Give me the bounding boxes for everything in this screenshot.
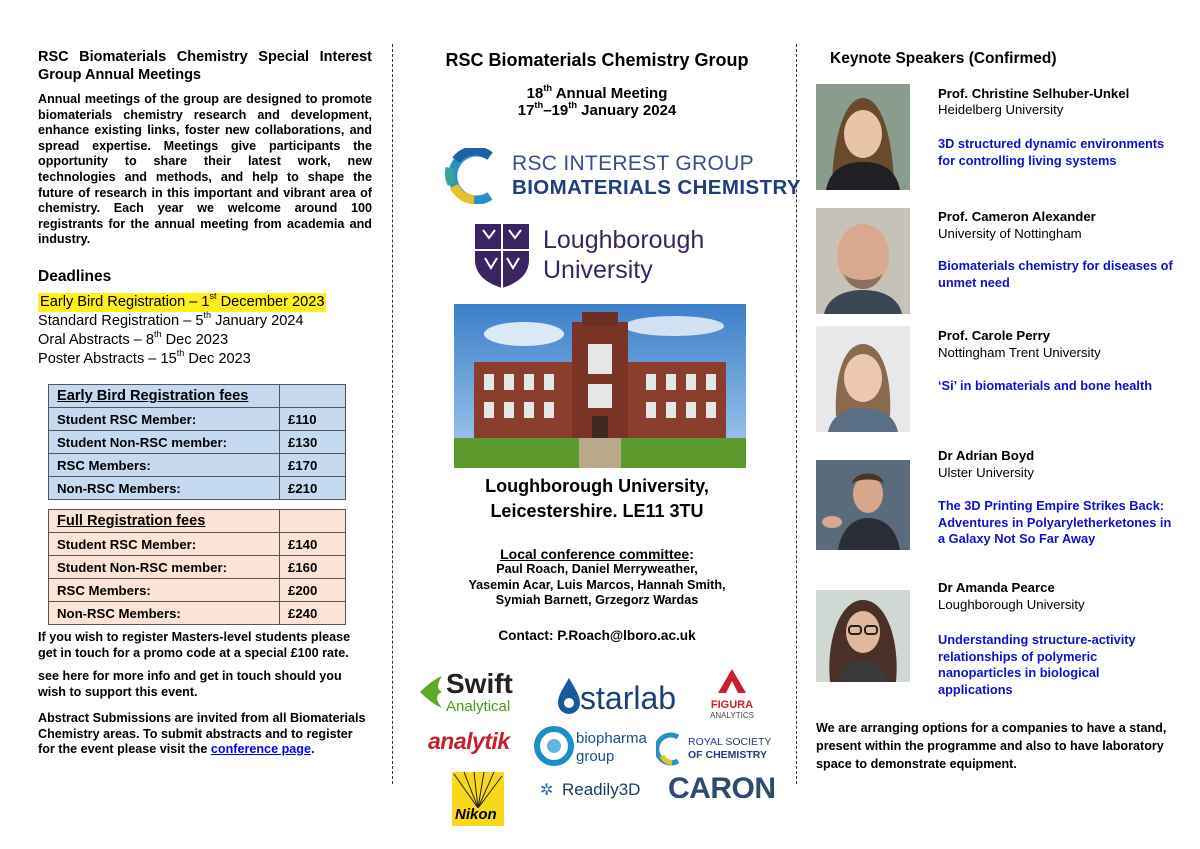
sponsorship-note: We are arranging options for a companies to have a stand, present within the programme and also to have laboratory space to demonstrate equipment. [816, 721, 1167, 771]
early-bird-fees-table [48, 384, 346, 500]
rsc-interest-group-logo: RSC INTEREST GROUP BIOMATERIALS CHEMISTRY [444, 148, 764, 204]
speaker-name: Dr Amanda Pearce [938, 580, 1055, 595]
table-row: Student RSC Member: £140 [49, 533, 346, 556]
analytik-logo: analytik [428, 728, 510, 754]
conference-page-link[interactable]: conference page [210, 742, 311, 757]
contact-email[interactable]: Contact: P.Roach@lboro.ac.uk [498, 628, 696, 643]
readily3d-logo: ✲ Readily3D [540, 780, 641, 799]
speaker-name: Prof. Carole Perry [938, 328, 1051, 343]
speaker-photo-boyd [816, 460, 910, 550]
column-divider-left [392, 44, 393, 784]
loughborough-logo: Loughborough University [473, 222, 733, 290]
readily3d-star-icon: ✲ [540, 782, 554, 799]
rsc-c-small-icon [656, 732, 682, 766]
masters-note: If you wish to register Masters-level students please get in touch for a promo code at a special £100 rate. [38, 630, 351, 660]
speaker-photo-selhuber-unkel [816, 84, 910, 190]
figura-mark-icon [717, 668, 747, 694]
left-column [38, 0, 372, 849]
speaker-photo-perry [816, 326, 910, 432]
support-note[interactable]: see here for more info and get in touch should you wish to support this event. [38, 669, 342, 699]
committee-heading: Local conference committee: [500, 546, 694, 562]
table-row: RSC Members: £170 [49, 454, 346, 477]
abstract-note: Abstract Submissions are invited from all Biomaterials Chemistry areas. To submit abstracts and to register for the event please visit the conference page. [38, 711, 366, 757]
deadline-standard: Standard Registration – 5th January 2024 [38, 309, 304, 329]
loughborough-crest-icon [473, 222, 531, 290]
intro-paragraph: Annual meetings of the group are designed to promote biomaterials chemistry research and development, enhance existing links, foster new collaborations, and spread expertise. Meetings give participants the opportunity to share their latest work, new technologies and methods, and help to shape the future of research in this important and vibrant area of chemistry. Each year we welcome around 100 registrants for the annual meeting from academia and industry. [38, 92, 372, 247]
speaker-affiliation: Loughborough University [938, 597, 1085, 612]
group-title: RSC Biomaterials Chemistry Group [445, 50, 749, 70]
speaker-affiliation: Heidelberg University [938, 102, 1064, 117]
meeting-info [406, 82, 788, 119]
early-fees-heading: Early Bird Registration fees [49, 385, 280, 408]
speaker-affiliation: University of Nottingham [938, 226, 1082, 241]
meeting-dates: 17th–19th January 2024 [517, 99, 677, 119]
speaker-photo-alexander [816, 208, 910, 314]
table-row: Non-RSC Members: £210 [49, 477, 346, 500]
nikon-rays-icon [452, 772, 504, 808]
middle-column [406, 0, 801, 849]
speaker-talk-title: The 3D Printing Empire Strikes Back: Adventures in Polyaryletherketones in a Galaxy Not So Far Away [938, 498, 1172, 546]
speaker-talk-title: 3D structured dynamic environments for controlling living systems [938, 136, 1165, 168]
annual-meeting-line: 18th Annual Meeting [526, 82, 668, 102]
starlab-drop-icon [556, 676, 582, 716]
figura-analytics-logo: FIGURA ANALYTICS [696, 668, 768, 720]
speaker-talk-title: ‘Si’ in biomaterials and bone health [938, 378, 1153, 393]
deadlines-list [38, 290, 372, 369]
speaker-name: Dr Adrian Boyd [938, 448, 1035, 463]
swift-bird-icon [418, 672, 444, 712]
table-row: Student Non-RSC member: £160 [49, 556, 346, 579]
caron-logo: CARON [668, 772, 776, 805]
speaker-name: Prof. Christine Selhuber-Unkel [938, 86, 1130, 101]
speaker-talk-title: Understanding structure-activity relationships of polymeric nanoparticles in biological applications [938, 632, 1136, 697]
committee-list: Paul Roach, Daniel Merryweather, Yasemin Acar, Luis Marcos, Hannah Smith, Symiah Barnett, Grzegorz Wardas [468, 562, 726, 608]
deadline-oral: Oral Abstracts – 8th Dec 2023 [38, 328, 229, 348]
nikon-logo: Nikon [452, 772, 504, 826]
venue-address: Loughborough University, Leicestershire. LE11 3TU [485, 476, 709, 521]
speaker-affiliation: Ulster University [938, 465, 1034, 480]
table-row: RSC Members: £200 [49, 579, 346, 602]
sig-title: RSC Biomaterials Chemistry Special Interest Group Annual Meetings [38, 49, 372, 83]
keynote-heading: Keynote Speakers (Confirmed) [830, 50, 1057, 67]
speaker-talk-title: Biomaterials chemistry for diseases of unmet need [938, 258, 1173, 290]
deadlines-heading: Deadlines [38, 268, 112, 285]
column-divider-right [796, 44, 797, 784]
deadline-early-bird: Early Bird Registration – 1st December 2023 [40, 290, 325, 310]
royal-society-of-chemistry-logo: ROYAL SOCIETY OF CHEMISTRY [656, 730, 786, 770]
speaker-photo-pearce [816, 590, 910, 682]
table-row: Student RSC Member: £110 [49, 408, 346, 431]
right-column [812, 0, 1180, 849]
speaker-affiliation: Nottingham Trent University [938, 345, 1101, 360]
full-fees-table [48, 509, 346, 625]
biopharma-group-logo: biopharma group [534, 724, 656, 770]
swift-analytical-logo: Swift Analytical [418, 668, 528, 718]
speaker-name: Prof. Cameron Alexander [938, 209, 1096, 224]
loughborough-building-photo [454, 304, 746, 468]
starlab-logo: starlab [556, 676, 684, 720]
table-row: Non-RSC Members: £240 [49, 602, 346, 625]
table-row: Student Non-RSC member: £130 [49, 431, 346, 454]
full-fees-heading: Full Registration fees [49, 510, 280, 533]
biopharma-circle-icon [534, 726, 574, 766]
deadline-poster: Poster Abstracts – 15th Dec 2023 [38, 347, 251, 367]
rsc-c-mark-icon [444, 148, 504, 204]
